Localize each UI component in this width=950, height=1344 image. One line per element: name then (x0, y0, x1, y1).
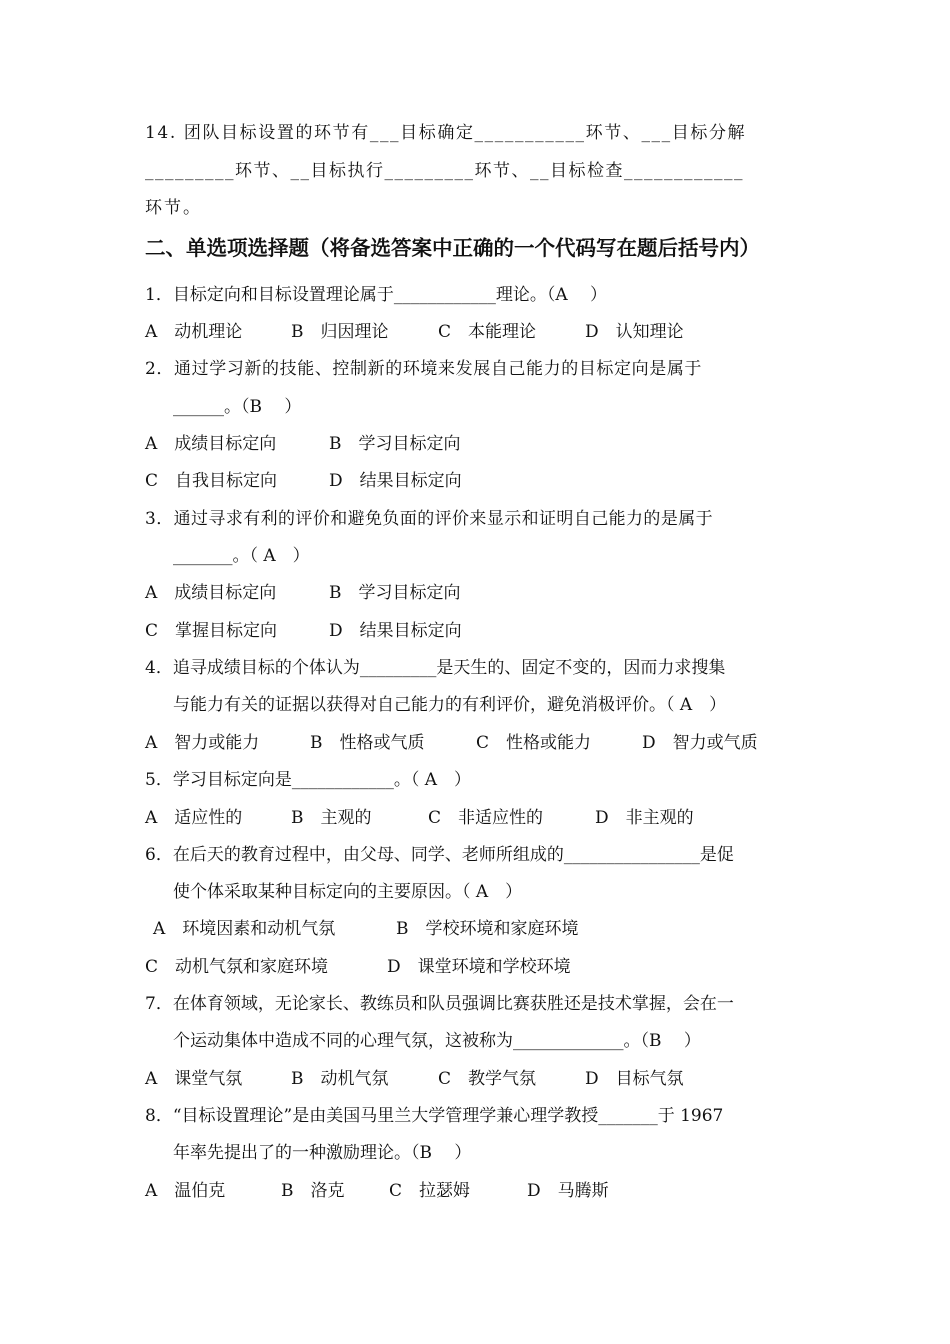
question-7-option-b: B 动机气氛 (291, 1069, 389, 1089)
question-3-option-b: B 学习目标定向 (329, 583, 461, 603)
question-7-option-c: C 教学气氛 (438, 1069, 537, 1089)
question-6-text-line-2: 使个体采取某种目标定向的主要原因。（ A ） (173, 882, 523, 902)
question-4-text-line-1: 4．追寻成绩目标的个体认为_________是天生的、固定不变的，因而力求搜集 (145, 658, 726, 678)
question-8-text-line-2: 年率先提出了的一种激励理论。（B ） (173, 1143, 472, 1163)
question-1-text: 1．目标定向和目标设置理论属于____________理论。（A ） (145, 285, 607, 305)
question-2-option-a: A 成绩目标定向 (145, 434, 277, 454)
question-1-option-c: C 本能理论 (438, 322, 537, 342)
question-5-option-b: B 主观的 (291, 808, 372, 828)
question-8-option-c: C 拉瑟姆 (389, 1181, 471, 1201)
question-7-text-line-1-visible: 7．在体育领域，无论家长、教练员和队员强调比赛获胜还是技术掌握，会在一 (145, 994, 734, 1014)
question-4-option-c: C 性格或能力 (476, 733, 592, 753)
question-2-option-c: C 自我目标定向 (145, 471, 278, 491)
question-4-option-a: A 智力或能力 (145, 733, 260, 753)
question-6-option-b: B 学校环境和家庭环境 (396, 919, 579, 939)
question-1-option-a: A 动机理论 (145, 322, 243, 342)
question-5-text: 5．学习目标定向是____________。（ A ） (145, 770, 471, 790)
question-3-text-line-2: _______。（ A ） (173, 546, 310, 566)
question-1-option-b: B 归因理论 (291, 322, 389, 342)
question-4-option-d: D 智力或气质 (642, 733, 758, 753)
question-3-text-line-1: 3．通过寻求有利的评价和避免负面的评价来显示和证明自己能力的是属于 (145, 509, 714, 529)
question-3-option-d: D 结果目标定向 (329, 621, 462, 641)
question-7-option-a: A 课堂气氛 (145, 1069, 243, 1089)
question-2-option-b: B 学习目标定向 (329, 434, 461, 454)
question-3-option-c: C 掌握目标定向 (145, 621, 278, 641)
question-6-option-d: D 课堂环境和学校环境 (387, 957, 571, 977)
question-5-option-a: A 适应性的 (145, 808, 243, 828)
question-7-option-d: D 目标气氛 (585, 1069, 684, 1089)
question-6-option-a: A 环境因素和动机气氛 (153, 919, 336, 939)
question-7-text-line-2-visible: 个运动集体中造成不同的心理气氛，这被称为_____________。（B ） (173, 1031, 701, 1051)
section-title: 二、单选项选择题（将备选答案中正确的一个代码写在题后括号内） (145, 236, 760, 260)
question-8-option-d: D 马腾斯 (527, 1181, 609, 1201)
question-8-option-a: A 温伯克 (145, 1181, 226, 1201)
question-8-text-line-1: 8．“目标设置理论”是由美国马里兰大学管理学兼心理学教授_______于 1967 (145, 1106, 724, 1126)
question-5-option-c: C 非适应性的 (428, 808, 544, 828)
question-4-option-b: B 性格或气质 (310, 733, 425, 753)
question-4-text-line-2: 与能力有关的证据以获得对自己能力的有利评价，避免消极评价。（ A ） (173, 695, 727, 715)
question-6-option-c: C 动机气氛和家庭环境 (145, 957, 329, 977)
question-2-option-d: D 结果目标定向 (329, 471, 462, 491)
question-8-option-b: B 洛克 (281, 1181, 345, 1201)
q14-line-1: 14. 团队目标设置的环节有___目标确定___________环节、___目标分解 (145, 123, 747, 143)
question-6-text-line-1: 6．在后天的教育过程中，由父母、同学、老师所组成的________________是促 (145, 845, 734, 865)
q14-line-2: _________环节、__目标执行_________环节、__目标检查____________ (145, 161, 744, 181)
question-2-text-line-1: 2．通过学习新的技能、控制新的环境来发展自己能力的目标定向是属于 (145, 359, 703, 379)
q14-line-3: 环节。 (145, 198, 202, 218)
question-3-option-a: A 成绩目标定向 (145, 583, 277, 603)
question-5-option-d: D 非主观的 (595, 808, 694, 828)
question-2-text-line-2: ______。（B ） (173, 397, 302, 417)
question-1-option-d: D 认知理论 (585, 322, 684, 342)
